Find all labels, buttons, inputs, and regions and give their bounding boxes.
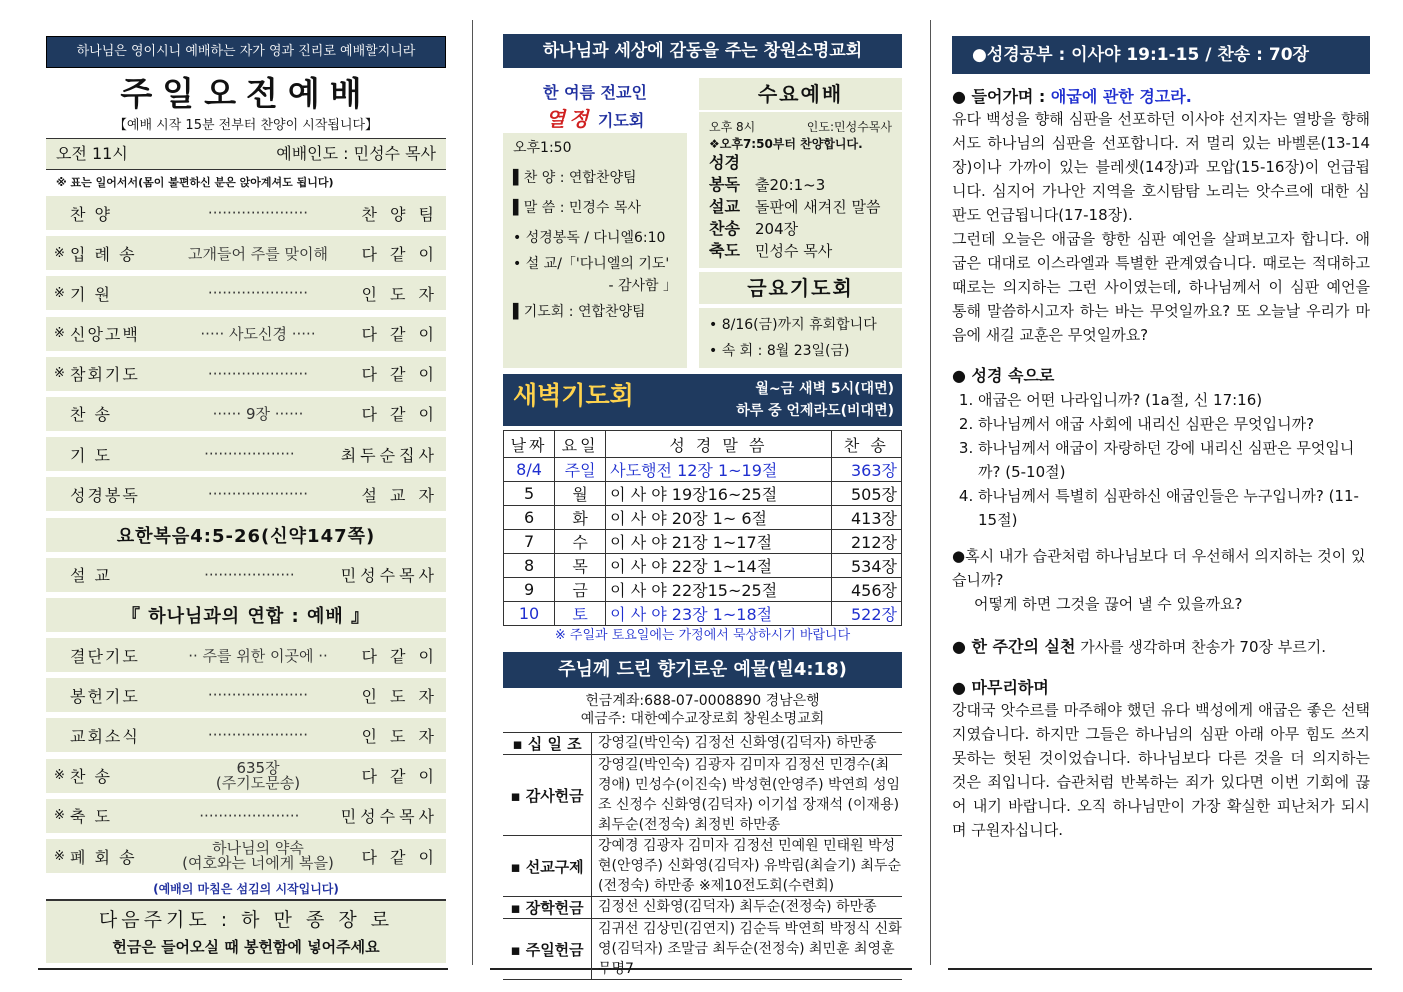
schedule-scripture: 이 사 야 19장16~25절 [606,482,831,506]
wed-row-value: 돌판에 새겨진 말씀 [755,198,881,216]
mission-line1: 한 여름 전교인 [503,78,687,103]
order-item-name: 입 례 송 [70,244,137,264]
order-item [46,678,446,712]
schedule-row [504,530,902,554]
schedule-row [504,602,902,626]
order-item-detail: ····················· [207,204,309,222]
order-item-name: 성경봉독 [70,485,140,505]
schedule-scripture: 사도행전 12장 1~19절 [606,458,831,482]
wed-rows [709,152,892,262]
schedule-hymn: 413장 [831,506,901,530]
service-leader: 예배인도 : 민성수 목사 [276,144,436,163]
fri-item: • 8/16(금)까지 휴회합니다 [709,317,877,333]
schedule-scripture: 이 사 야 22장 1~14절 [606,554,831,578]
wed-row-key: 축도 [709,241,740,260]
schedule-scripture: 이 사 야 21장 1~17절 [606,530,831,554]
start-notice: 【예배 시작 15분 전부터 찬양이 시작됩니다】 [46,114,446,139]
schedule-scripture: 이 사 야 23장 1~18절 [606,602,831,626]
intro-heading [952,84,1370,107]
order-star: ※ [54,285,67,301]
order-item-name: 봉헌기도 [70,686,140,706]
account-number: 헌금계좌:688-07-0008890 경남은행 [585,693,820,709]
account-holder: 예금주: 대한예수교장로회 창원소명교회 [580,711,825,727]
wed-row-value: 민성수 목사 [755,242,833,260]
wed-row-key: 성경봉독 [709,153,740,194]
order-item-detail: ·· 주를 위한 이곳에 ·· [188,646,328,665]
order-item-name: 폐 회 송 [70,847,137,867]
fri-items [699,308,902,368]
mission-items [503,163,687,327]
church-slogan: 하나님과 세상에 감동을 주는 창원소명교회 [503,34,902,68]
schedule-date: 5 [504,482,555,506]
order-item [46,397,446,431]
schedule-header: 찬 송 [831,431,901,458]
mission-red: 열정 [545,107,593,131]
order-item-detail [158,758,358,792]
mission-time: 오후1:50 [513,140,572,156]
intro-topic: 애굽에 관한 경고라. [1050,87,1192,106]
order-star: ※ [54,808,67,824]
order-item-name: 찬 송 [70,767,112,787]
order-item-who: 설 교 자 [361,485,438,505]
question-item: 3. 하나님께서 애굽이 자랑하던 강에 내리신 심판은 무엇입니까? (5-10절) [978,436,1370,484]
order-item-who: 다 같 이 [361,405,438,425]
order-item-detail: ····················· [207,726,309,745]
order-star: ※ [54,848,67,864]
order-item-name: 축 도 [70,807,112,827]
wed-time: 오후 8시 [709,120,756,134]
wed-leader: 인도:민성수목사 [806,120,892,134]
account-info [503,692,902,728]
order-item-detail: 고개들어 주를 맞이해 [188,244,328,263]
schedule-scripture: 이 사 야 22장15~25절 [606,578,831,602]
offering-note: 헌금은 들어오실 때 봉헌함에 넣어주세요 [112,938,380,957]
offering-kind: ▪ 주일헌금 [503,919,592,979]
order-item [46,839,446,873]
mission-item: ▌기도회 : 연합찬양팀 [513,304,646,320]
schedule-row [504,578,902,602]
offering-table [503,732,902,980]
schedule-note: ※ 주일과 토요일에는 가정에서 묵상하시기 바랍니다 [554,628,851,643]
mission-item: • 설 교/「'다니엘의 기도' [513,256,670,272]
mission-prayer-box [503,78,687,368]
question-item: 4. 하나님께서 특별히 심판하신 애굽인들은 누구입니까? (11-15절) [978,484,1370,532]
closing-paragraph: 강대국 앗수르를 마주해야 했던 유다 백성에게 애굽은 좋은 선택지였습니다. 하지만 그들은 하나님의 심판 아래 아무 힘도 쓰지 못하는 헛된 것이었습니다. 하나님보다 다른 것을 더 의지하는 것은 죄입니다. 습관처럼 반복하는 죄가 있다면 이번 기회에 끊어 내기 바랍니다. 오직 하나님만이 가장 확실한 피난처가 되시며 구원자십니다. [952,701,1370,839]
order-item-name: 설 교 [70,566,112,586]
closing-heading: ● 마무리하며 [952,678,1049,697]
schedule-date: 6 [504,506,555,530]
order-item [46,196,446,230]
offering-row [503,733,902,755]
schedule-hymn: 505장 [831,482,901,506]
wed-row-value: 204장 [755,220,799,238]
order-item-name: 기 원 [70,284,112,304]
schedule-hymn: 363장 [831,458,901,482]
order-star: ※ [54,366,67,382]
schedule-day: 금 [555,578,606,602]
order-item-who: 다 같 이 [361,244,438,264]
question-item: 1. 애굽은 어떤 나라입니까? (1a절, 신 17:16) [978,388,1370,412]
order-item [46,718,446,752]
schedule-header: 성 경 말 씀 [606,431,831,458]
order-item-who: 찬 양 팀 [361,204,438,224]
order-item-sermon [46,558,446,592]
offering-names: 김정선 신화영(김덕자) 최두순(전정숙) 하만종 [598,899,877,915]
order-item-who: 인 도 자 [361,726,438,746]
order-list-1 [46,196,446,511]
order-item-detail: ··················· [204,445,295,464]
order-item-detail: ····················· [199,806,300,825]
bible-heading: ● 성경 속으로 [952,366,1055,385]
offering-kind: ▪ 장학헌금 [503,897,592,918]
wed-title: 수요예배 [699,78,902,110]
order-item [46,437,446,471]
offering-row [503,755,902,836]
schedule-date: 10 [504,602,555,626]
schedule-day: 월 [555,482,606,506]
service-time: 오전 11시 [56,144,128,163]
order-item-who: 민성수목사 [340,566,438,586]
order-item-name: 기 도 [70,445,112,465]
page-title: 주일오전예배 [120,74,372,113]
offering-title: 주님께 드린 향기로운 예물(빌4:18) [503,652,902,688]
schedule-day: 수 [555,530,606,554]
stand-note: ※ 표는 일어서서(몸이 불편하신 분은 앉아계셔도 됩니다) [56,176,334,189]
schedule-row [504,458,902,482]
offering-names: 강예경 김광자 김미자 김정선 민예원 민태원 박성현(안영주) 신화영(김덕자) 유박림(최슬기) 최두순(전정숙) 하만종 ※제10전도회(수련회) [598,838,902,894]
order-item-name: 결단기도 [70,646,140,666]
order-star: ※ [54,768,67,784]
schedule-row [504,482,902,506]
dawn-prayer-banner [503,374,902,426]
offering-kind: ▪ 십 일 조 [503,733,592,754]
wed-row-key: 설교 [709,197,740,216]
week-text: 가사를 생각하며 찬송가 70장 부르기. [1075,638,1326,656]
schedule-date: 7 [504,530,555,554]
schedule-header: 요일 [555,431,606,458]
order-star: ※ [54,245,67,261]
order-item-detail: ····················· [207,284,309,303]
wed-row-key: 찬송 [709,219,740,238]
study-header: ●성경공부 : 이사야 19:1-15 / 찬송 : 70장 [952,36,1370,74]
news-column [503,22,902,980]
next-prayer: 다음주기도 : 하 만 종 장 로 [98,909,394,932]
schedule-hymn: 522장 [831,602,901,626]
schedule-day: 토 [555,602,606,626]
wed-row [709,218,892,240]
order-item-name: 찬 송 [70,405,112,425]
reflection-2: 어떻게 하면 그것을 끊어 낼 수 있을까요? [974,595,1243,613]
order-item-who: 다 같 이 [361,767,438,787]
order-item-name: 신앙고백 [70,325,140,345]
fri-item: • 속 회 : 8월 23일(금) [709,343,850,359]
schedule-date: 9 [504,578,555,602]
mission-line2 [503,103,687,133]
order-item [46,276,446,310]
offering-kind: ▪ 감사헌금 [503,755,592,835]
order-item-who: 인 도 자 [361,284,438,304]
order-item [46,236,446,270]
intro-paragraph-1: 유다 백성을 향해 심판을 선포하던 이사야 선지자는 열방을 향해서도 하나님의 심판을 선포합니다. 저 멀리 있는 바벨론(13-14장)이나 가까이 있는 블레셋(14장)과 모압(15-16장)이 언급됩니다. 심지어 가나안 지역을 호시탐탐 노리는 앗수르에 대한 심판도 언급됩니다(17-18장). [952,110,1370,224]
offering-row [503,897,902,919]
order-item [46,799,446,833]
ending-note: (예배의 마침은 섬김의 시작입니다) [153,882,339,897]
wed-note: ❖오후7:50부터 찬양합니다. [709,137,863,151]
scripture-ref: 요한복음4:5-26(신약147쪽) [46,518,446,552]
order-item-detail: ······ 9장 ······ [212,405,304,424]
question-item: 2. 하나님께서 애굽 사회에 내리신 심판은 무엇입니까? [978,412,1370,436]
order-item [46,638,446,672]
order-list-2 [46,638,446,873]
schedule-day: 화 [555,506,606,530]
schedule-day: 주일 [555,458,606,482]
offering-row [503,919,902,980]
week-label: ● 한 주간의 실천 [952,637,1076,656]
reading-schedule-table [503,430,902,626]
offering-names: 강영길(박인숙) 김정선 신화영(김덕자) 하만종 [598,735,877,751]
order-item [46,759,446,793]
order-item-detail: ····················· [207,686,309,705]
schedule-hymn: 212장 [831,530,901,554]
offering-names: 김귀선 김상민(김연지) 김순득 박연희 박정식 신화영(김덕자) 조말금 최두순(전정숙) 최민훈 최영훈 무명7 [598,921,902,977]
wed-row [709,152,892,196]
schedule-hymn: 456장 [831,578,901,602]
service-order-column [46,22,446,963]
weekly-services [699,78,902,368]
dawn-line1: 월~금 새벽 5시(대면) [755,381,894,397]
mission-line2-text: 기도회 [592,111,645,130]
order-item-detail: ····················· [207,364,309,383]
order-item-who: 다 같 이 [361,365,438,385]
mission-item: - 감사함 」 [608,278,677,294]
wed-row [709,196,892,218]
order-item-who: 다 같 이 [361,847,438,867]
order-item-who: 다 같 이 [361,325,438,345]
order-item-dots: ··················· [204,565,295,584]
order-item [46,357,446,391]
schedule-date: 8/4 [504,458,555,482]
offering-row [503,836,902,897]
wed-row [709,240,892,262]
intro-paragraph-2: 그런데 오늘은 애굽을 향한 심판 예언을 살펴보고자 합니다. 애굽은 대대로 이스라엘과 특별한 관계였습니다. 때로는 적대하고 때로는 의지하는 그런 사이였는데, 하나님께서 이 심판 예언을 통해 말씀하시고자 하는 바는 무엇일까요? 또 오늘날 우리가 마음에 새길 교훈은 무엇일까요? [952,230,1370,344]
mission-item: • 성경봉독 / 다니엘6:10 [513,230,666,246]
order-item-detail-2: (여호와는 너에게 복을) [182,854,334,872]
order-item-name: 교회소식 [70,726,140,746]
order-item-detail-1: 하나님의 약속 [212,839,304,857]
reflection-1: ●혹시 내가 습관처럼 하나님보다 더 우선해서 의지하는 것이 있습니까? [952,547,1366,589]
sermon-title: 『 하나님과의 연합 : 예배 』 [46,598,446,632]
mission-item: ▌찬 양 : 연합찬양팀 [513,170,637,186]
offering-names: 강영길(박인숙) 김광자 김미자 김정선 민경수(최경애) 민성수(이진숙) 박성현(안영주) 박연희 성임조 신정수 신화영(김덕자) 이기섭 장재석 (이재용) 최두순(전정숙) 최정빈 하만종 [598,757,901,833]
order-item-detail: ····················· [207,485,309,504]
schedule-header: 날짜 [504,431,555,458]
order-item-who: 인 도 자 [361,686,438,706]
order-item-name: 참회기도 [70,365,140,385]
question-list [952,388,1370,532]
schedule-hymn: 534장 [831,554,901,578]
time-row [46,139,446,170]
order-item [46,317,446,351]
schedule-date: 8 [504,554,555,578]
mission-item: ▌말 씀 : 민경수 목사 [513,200,641,216]
order-item [46,477,446,511]
schedule-day: 목 [555,554,606,578]
fri-title: 금요기도회 [699,272,902,304]
order-item-who: 민성수목사 [340,807,438,827]
schedule-row [504,506,902,530]
bible-study-column [952,22,1370,842]
order-item-name: 찬 양 [70,204,112,224]
order-item-detail: ····· 사도신경 ····· [200,325,316,344]
order-item-detail-2: (주기도문송) [215,773,301,792]
intro-label: ● 들어가며 : [952,87,1051,106]
dawn-title: 새벽기도회 [513,381,634,410]
dawn-line2: 하루 중 언제라도(비대면) [736,403,894,419]
weekly-practice [952,634,1370,657]
order-item-detail [158,841,358,871]
order-star: ※ [54,326,67,342]
order-item-who: 최두순집사 [340,445,438,465]
order-item-who: 다 같 이 [361,646,438,666]
motto-banner: 하나님은 영이시니 예배하는 자가 영과 진리로 예배할지니라 [46,36,446,68]
wed-row-value: 출20:1~3 [755,176,826,194]
offering-kind: ▪ 선교구제 [503,836,592,896]
next-prayer-box [46,899,446,963]
schedule-row [504,554,902,578]
schedule-scripture: 이 사 야 20장 1~ 6절 [606,506,831,530]
wed-body [699,112,902,268]
reflection [952,544,1370,616]
order-item-detail-1: 635장 [236,758,280,777]
